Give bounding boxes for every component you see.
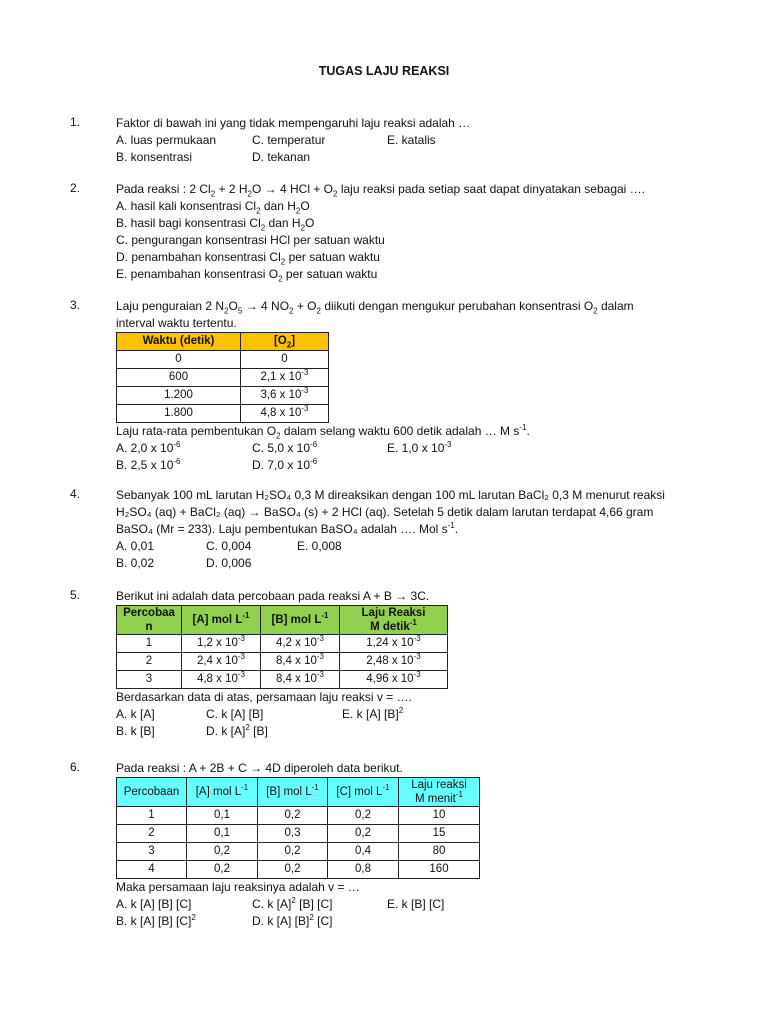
option-d: D. k [A] $[B]^2$ [C] [252,913,333,928]
table-row: 1.800 4,8 x $10^{-3}$ [117,405,329,423]
option-d: D. tekanan [252,150,311,164]
data-table [116,777,480,879]
option-c: C. pengurangan konsentrasi HCl per satuan waktu [116,233,385,247]
table-header: Percobaa n [117,606,182,635]
option-d: D. 0,006 [206,556,252,570]
question-stem-2: H₂SO₄ (aq) + BaCl₂ (aq) → BaSO₄ (s) + 2 HCl (aq). Setelah 5 detik dalam larutan terdapat 4,66 gram [116,505,654,519]
option-c: C. 5,0 x $10^{-6}$ [252,440,318,455]
table-row: 3 0,2 0,2 0,4 80 [117,843,480,861]
question-stem: Berikut ini adalah data percobaan pada reaksi A + B → 3C. [116,589,430,603]
option-b: B. konsentrasi [116,150,193,164]
table-header: [B] mol $L^{-1}$ [258,778,328,807]
option-b: B. k [A] [B] $[C]^2$ [116,913,196,928]
question-followup: Berdasarkan data di atas, persamaan laju reaksi v = …. [116,690,412,704]
question-number: 2. [70,181,81,195]
question-stem-2: interval waktu tertentu. [116,316,237,330]
question-stem: Laju penguraian 2 $N_2O_5 \to 4$ $NO_2 + O_2$ diikuti dengan mengukur perubahan konsentrasi $O_2$ dalam [116,299,634,316]
question-number: 5. [70,588,81,602]
option-e: E. k [A] $[B]^2$ [342,706,404,721]
question-number: 3. [70,298,81,312]
table-row: 3 4,8 x $10^{-3}$ 8,4 x $10^{-3}$ 4,96 x $10^{-3}$ [117,671,448,689]
table-row: 0 0 [117,351,329,369]
table-row: 4 0,2 0,2 0,8 160 [117,861,480,879]
question-number: 1. [70,115,81,129]
option-c: C. k [A] [B] [206,707,264,721]
option-c: C. k $[A]^2$ [B] [C] [252,896,333,911]
table-header: [B] mol $L^{-1}$ [261,606,340,635]
option-b: B. k [B] [116,724,155,738]
question-stem: Faktor di bawah ini yang tidak mempengaruhi laju reaksi adalah … [116,116,471,130]
option-b: B. hasil bagi konsentrasi $Cl_2$ dan $H_2O$ [116,216,315,233]
option-c: C. 0,004 [206,539,252,553]
table-header: $[O_2]$ [241,333,329,351]
table-row: 2 0,1 0,3 0,2 15 [117,825,480,843]
option-d: D. penambahan konsentrasi $Cl_2$ per satuan waktu [116,250,380,267]
data-table [116,605,448,689]
option-b: B. 0,02 [116,556,155,570]
option-c: C. temperatur [252,133,326,147]
question-followup: Laju rata-rata pembentukan $O_2$ dalam selang waktu 600 detik adalah … M $s^{-1}$. [116,423,530,441]
option-a: A. k [A] [116,707,155,721]
table-row: 1.200 3,6 x $10^{-3}$ [117,387,329,405]
question-followup: Maka persamaan laju reaksinya adalah v = … [116,880,360,894]
table-header: [A] mol $L^{-1}$ [187,778,258,807]
table-header: [C] mol $L^{-1}$ [328,778,399,807]
option-a: A. 0,01 [116,539,155,553]
option-b: B. 2,5 x $10^{-6}$ [116,457,181,472]
option-e: E. k [B] [C] [387,897,445,911]
table-header: Percobaan [117,778,187,807]
table-header: Waktu (detik) [117,333,241,351]
table-header: Laju reaksi M menit$^{-1}$ [399,778,480,807]
option-e: E. penambahan konsentrasi $O_2$ per satuan waktu [116,267,378,284]
table-header: [A] mol $L^{-1}$ [182,606,261,635]
option-a: A. k [A] [B] [C] [116,897,192,911]
data-table [116,332,329,423]
option-d: D. 7,0 x $10^{-6}$ [252,457,318,472]
table-row: 1 0,1 0,2 0,2 10 [117,807,480,825]
option-a: A. 2,0 x $10^{-6}$ [116,440,181,455]
question-stem: Pada reaksi : 2 $Cl_2 + 2$ $H_2O \to 4$ HCl + $O_2$ laju reaksi pada setiap saat dapat dinyatakan sebagai …. [116,182,646,199]
question-stem: Sebanyak 100 mL larutan H₂SO₄ 0,3 M direaksikan dengan 100 mL larutan BaCl₂ 0,3 M menurut reaksi [116,488,665,502]
table-row: 600 2,1 x $10^{-3}$ [117,369,329,387]
option-a: A. hasil kali konsentrasi $Cl_2$ dan $H_2O$ [116,199,310,216]
question-stem-3: BaSO₄ (Mr = 233). Laju pembentukan BaSO₄ adalah …. Mol $s^{-1}$. [116,521,459,536]
question-number: 6. [70,760,81,774]
option-e: E. 0,008 [297,539,342,553]
table-header: Laju Reaksi M detik$^{-1}$ [340,606,448,635]
question-number: 4. [70,487,81,501]
question-stem: Pada reaksi : A + 2B + C → 4D diperoleh data berikut. [116,761,403,775]
table-row: 1 1,2 x $10^{-3}$ 4,2 x $10^{-3}$ 1,24 x $10^{-3}$ [117,635,448,653]
option-d: D. k $[A]^2$ [B] [206,723,268,738]
page-title: TUGAS LAJU REAKSI [318,64,450,78]
option-e: E. katalis [387,133,436,147]
table-row: 2 2,4 x $10^{-3}$ 8,4 x $10^{-3}$ 2,48 x $10^{-3}$ [117,653,448,671]
option-e: E. 1,0 x $10^{-3}$ [387,440,452,455]
option-a: A. luas permukaan [116,133,217,147]
